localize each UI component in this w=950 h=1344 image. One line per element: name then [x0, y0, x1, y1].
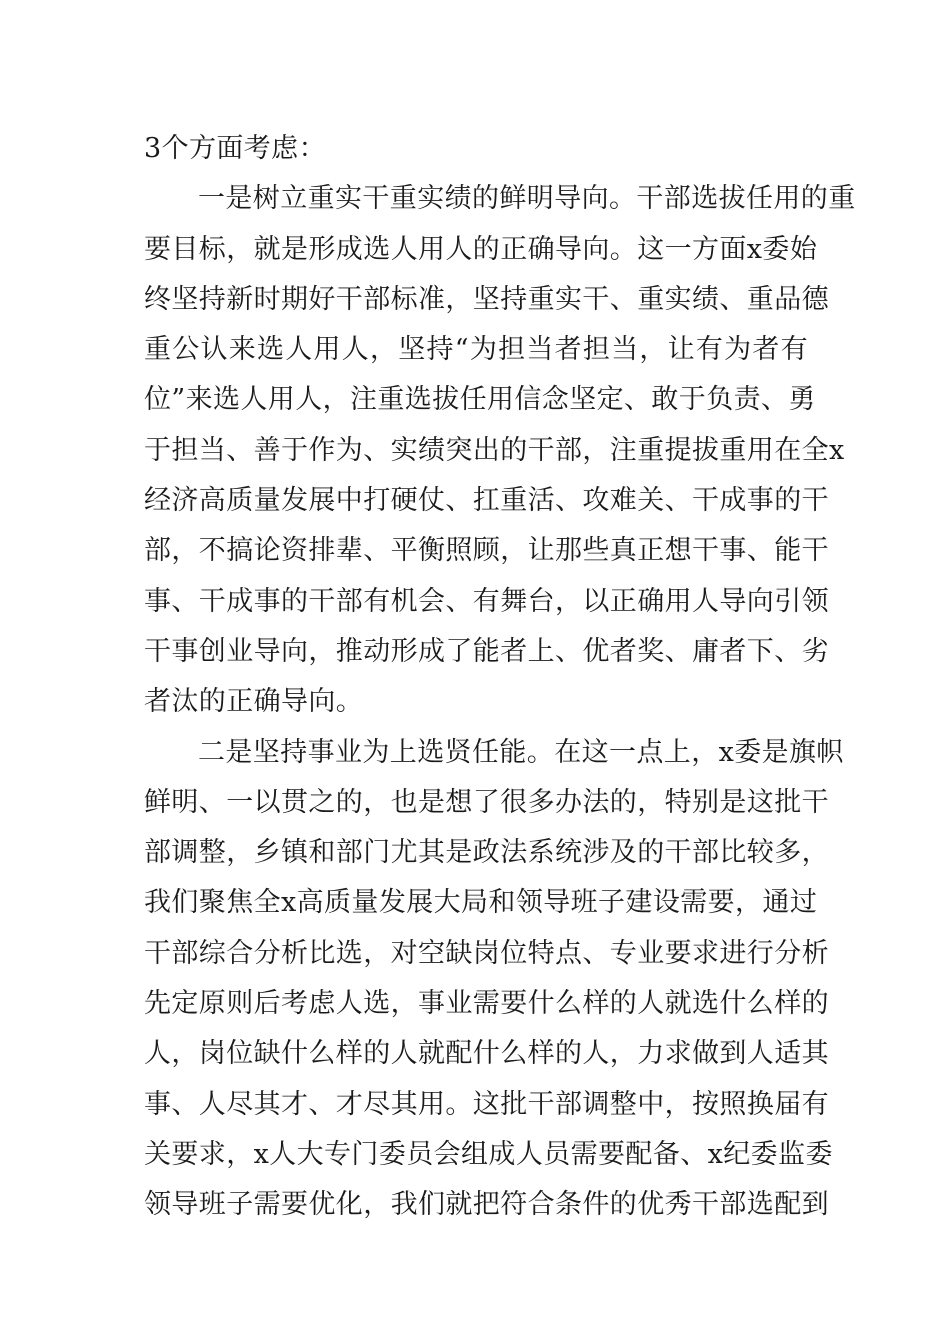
text-line: 干事创业导向，推动形成了能者上、优者奖、庸者下、劣 [144, 635, 829, 667]
paragraph-first-line: 一是树立重实干重实绩的鲜明导向。干部选拔任用的重 [198, 183, 856, 215]
text-line: 3个方面考虑： [144, 133, 326, 164]
text-line: 先定原则后考虑人选，事业需要什么样的人就选什么样的 [144, 988, 829, 1020]
text-line: 部，不搞论资排辈、平衡照顾，让那些真正想干事、能干 [144, 535, 829, 567]
text-line: 要目标，就是形成选人用人的正确导向。这一方面x委始 [144, 233, 818, 265]
text-line: 事、人尽其才、才尽其用。这批干部调整中，按照换届有 [144, 1088, 829, 1120]
text-line: 人，岗位缺什么样的人就配什么样的人，力求做到人适其 [144, 1038, 829, 1070]
text-line: 事、干成事的干部有机会、有舞台，以正确用人导向引领 [144, 585, 829, 617]
text-line: 于担当、善于作为、实绩突出的干部，注重提拔重用在全x [144, 434, 845, 466]
text-line: 关要求，x人大专门委员会组成人员需要配备、x纪委监委 [144, 1138, 833, 1170]
text-line: 重公认来选人用人，坚持“为担当者担当，让有为者有 [144, 334, 808, 366]
text-line: 经济高质量发展中打硬仗、扛重活、攻难关、干成事的干 [144, 485, 829, 517]
paragraph-first-line: 二是坚持事业为上选贤任能。在这一点上，x委是旗帜 [198, 736, 844, 768]
text-line: 位”来选人用人，注重选拔任用信念坚定、敢于负责、勇 [144, 384, 816, 416]
text-line: 干部综合分析比选，对空缺岗位特点、专业要求进行分析 [144, 937, 829, 969]
text-line: 鲜明、一以贯之的，也是想了很多办法的，特别是这批干 [144, 786, 829, 818]
text-line: 者汰的正确导向。 [144, 686, 364, 718]
text-line: 部调整，乡镇和部门尤其是政法系统涉及的干部比较多， [144, 837, 829, 869]
text-line: 我们聚焦全x高质量发展大局和领导班子建设需要，通过 [144, 887, 818, 919]
text-line: 领导班子需要优化，我们就把符合条件的优秀干部选配到 [144, 1189, 829, 1221]
document-body [144, 124, 856, 1231]
text-line: 终坚持新时期好干部标准，坚持重实干、重实绩、重品德 [144, 283, 829, 315]
